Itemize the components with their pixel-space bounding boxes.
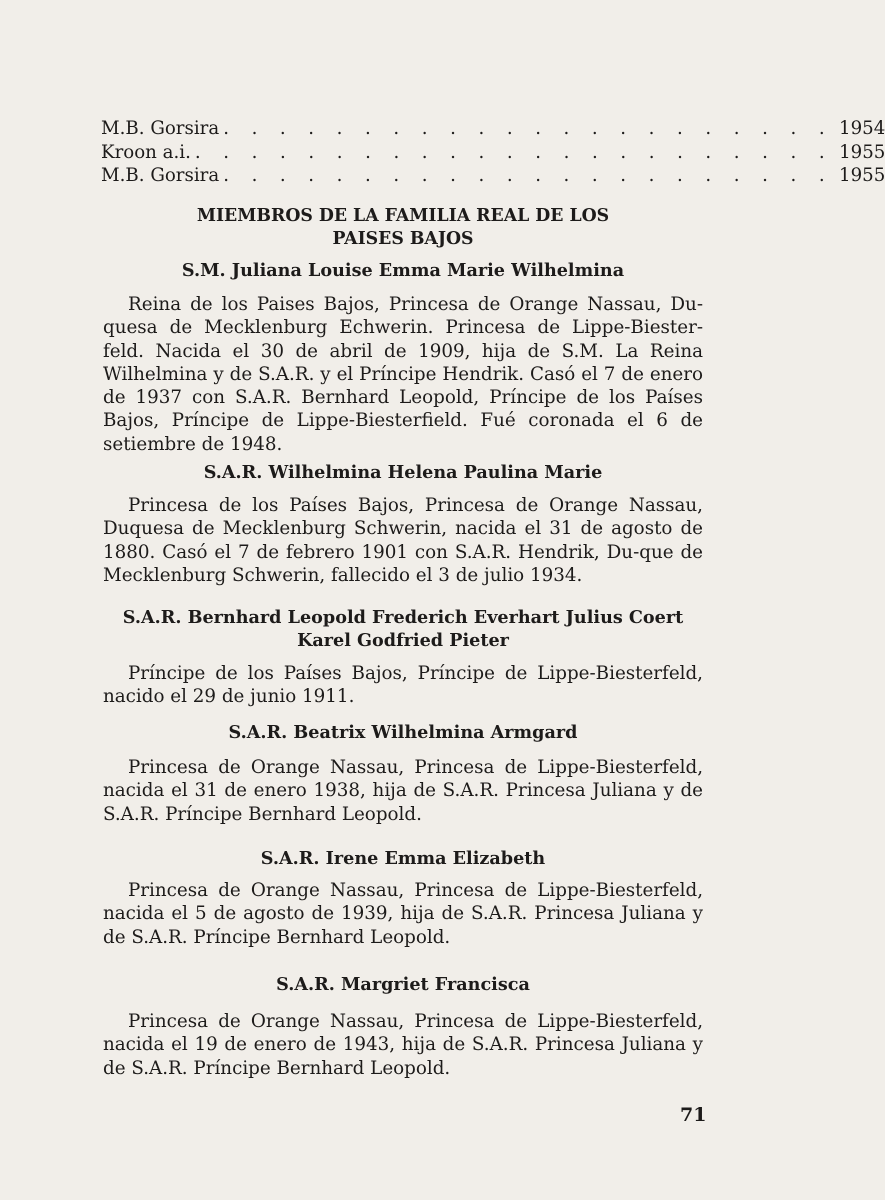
section-heading xyxy=(103,205,703,251)
member-entry xyxy=(103,973,703,996)
member-entry xyxy=(103,847,703,870)
member-bio-block xyxy=(103,1010,703,1080)
member-bio: Príncipe de los Países Bajos, Príncipe de Lippe-Biesterfeld, nacido el 29 de junio 1911. xyxy=(103,663,703,708)
list-item xyxy=(101,164,885,188)
member-entry xyxy=(103,461,703,484)
section-title-line-1: MIEMBROS DE LA FAMILIA REAL DE LOS xyxy=(196,206,610,226)
member-bio: Reina de los Paises Bajos, Princesa de Orange Nassau, Du-quesa de Mecklenburg Echwerin. Princesa de Lippe-Biester-feld. Nacida el 30 de abril de 1909, hija de S.M. La Reina Wilhelmina y de S.A.R. y el Príncipe Hendrik. Casó el 7 de enero de 1937 con S.A.R. Bernhard Leopold, Príncipe de los Países Bajos, Príncipe de Lippe-Biesterfield. Fué coronada el 6 de setiembre de 1948. xyxy=(103,294,703,455)
member-bio-block xyxy=(103,494,703,587)
governor-year: 1955 xyxy=(839,165,885,186)
dot-leader: . . . . . . . . . . . . . . . . . . . . . . xyxy=(223,118,833,139)
member-entry xyxy=(103,259,703,282)
member-bio: Princesa de Orange Nassau, Princesa de Lippe-Biesterfeld, nacida el 31 de enero 1938, hija de S.A.R. Princesa Juliana y de S.A.R. Príncipe Bernhard Leopold. xyxy=(103,757,703,825)
list-item xyxy=(101,141,885,165)
page-number: 71 xyxy=(680,1104,707,1126)
member-bio: Princesa de los Países Bajos, Princesa de Orange Nassau, Duquesa de Mecklenburg Schwerin, nacida el 31 de agosto de 1880. Casó el 7 de febrero 1901 con S.A.R. Hendrik, Du-que de Mecklenburg Schwerin, fallecido el 3 de julio 1934. xyxy=(103,495,703,586)
governor-name: M.B. Gorsira xyxy=(101,165,220,186)
governor-year: 1955 xyxy=(839,141,885,163)
member-name: S.A.R. Wilhelmina Helena Paulina Marie xyxy=(203,462,603,483)
member-name: S.M. Juliana Louise Emma Marie Wilhelmina xyxy=(181,260,625,281)
governor-name: Kroon a.i. xyxy=(101,141,191,163)
member-bio-block xyxy=(103,662,703,709)
governor-year: 1954 xyxy=(839,118,885,139)
dot-leader: . . . . . . . . . . . . . . . . . . . . . . xyxy=(223,165,833,186)
dot-leader: . . . . . . . . . . . . . . . . . . . . . . . xyxy=(194,141,834,163)
member-name-line-1: S.A.R. Bernhard Leopold Frederich Everhart Julius Coert xyxy=(122,607,684,628)
member-name: S.A.R. Beatrix Wilhelmina Armgard xyxy=(228,722,578,743)
member-name: S.A.R. Margriet Francisca xyxy=(276,974,530,995)
member-bio: Princesa de Orange Nassau, Princesa de Lippe-Biesterfeld, nacida el 5 de agosto de 1939, hija de S.A.R. Princesa Juliana y de S.A.R. Príncipe Bernhard Leopold. xyxy=(103,880,703,948)
list-item xyxy=(101,117,885,141)
member-name: S.A.R. Irene Emma Elizabeth xyxy=(260,848,546,869)
governor-name: M.B. Gorsira xyxy=(101,118,220,139)
governors-list xyxy=(101,117,885,188)
member-bio-block xyxy=(103,293,703,456)
member-bio-block xyxy=(103,879,703,949)
member-bio-block xyxy=(103,756,703,826)
member-entry xyxy=(103,721,703,744)
section-title-line-2: PAISES BAJOS xyxy=(332,229,474,249)
member-name-line-2: Karel Godfried Pieter xyxy=(297,630,509,651)
member-bio: Princesa de Orange Nassau, Princesa de Lippe-Biesterfeld, nacida el 19 de enero de 1943, hija de S.A.R. Princesa Juliana y de S.A.R. Príncipe Bernhard Leopold. xyxy=(103,1011,703,1079)
member-entry xyxy=(103,606,703,652)
